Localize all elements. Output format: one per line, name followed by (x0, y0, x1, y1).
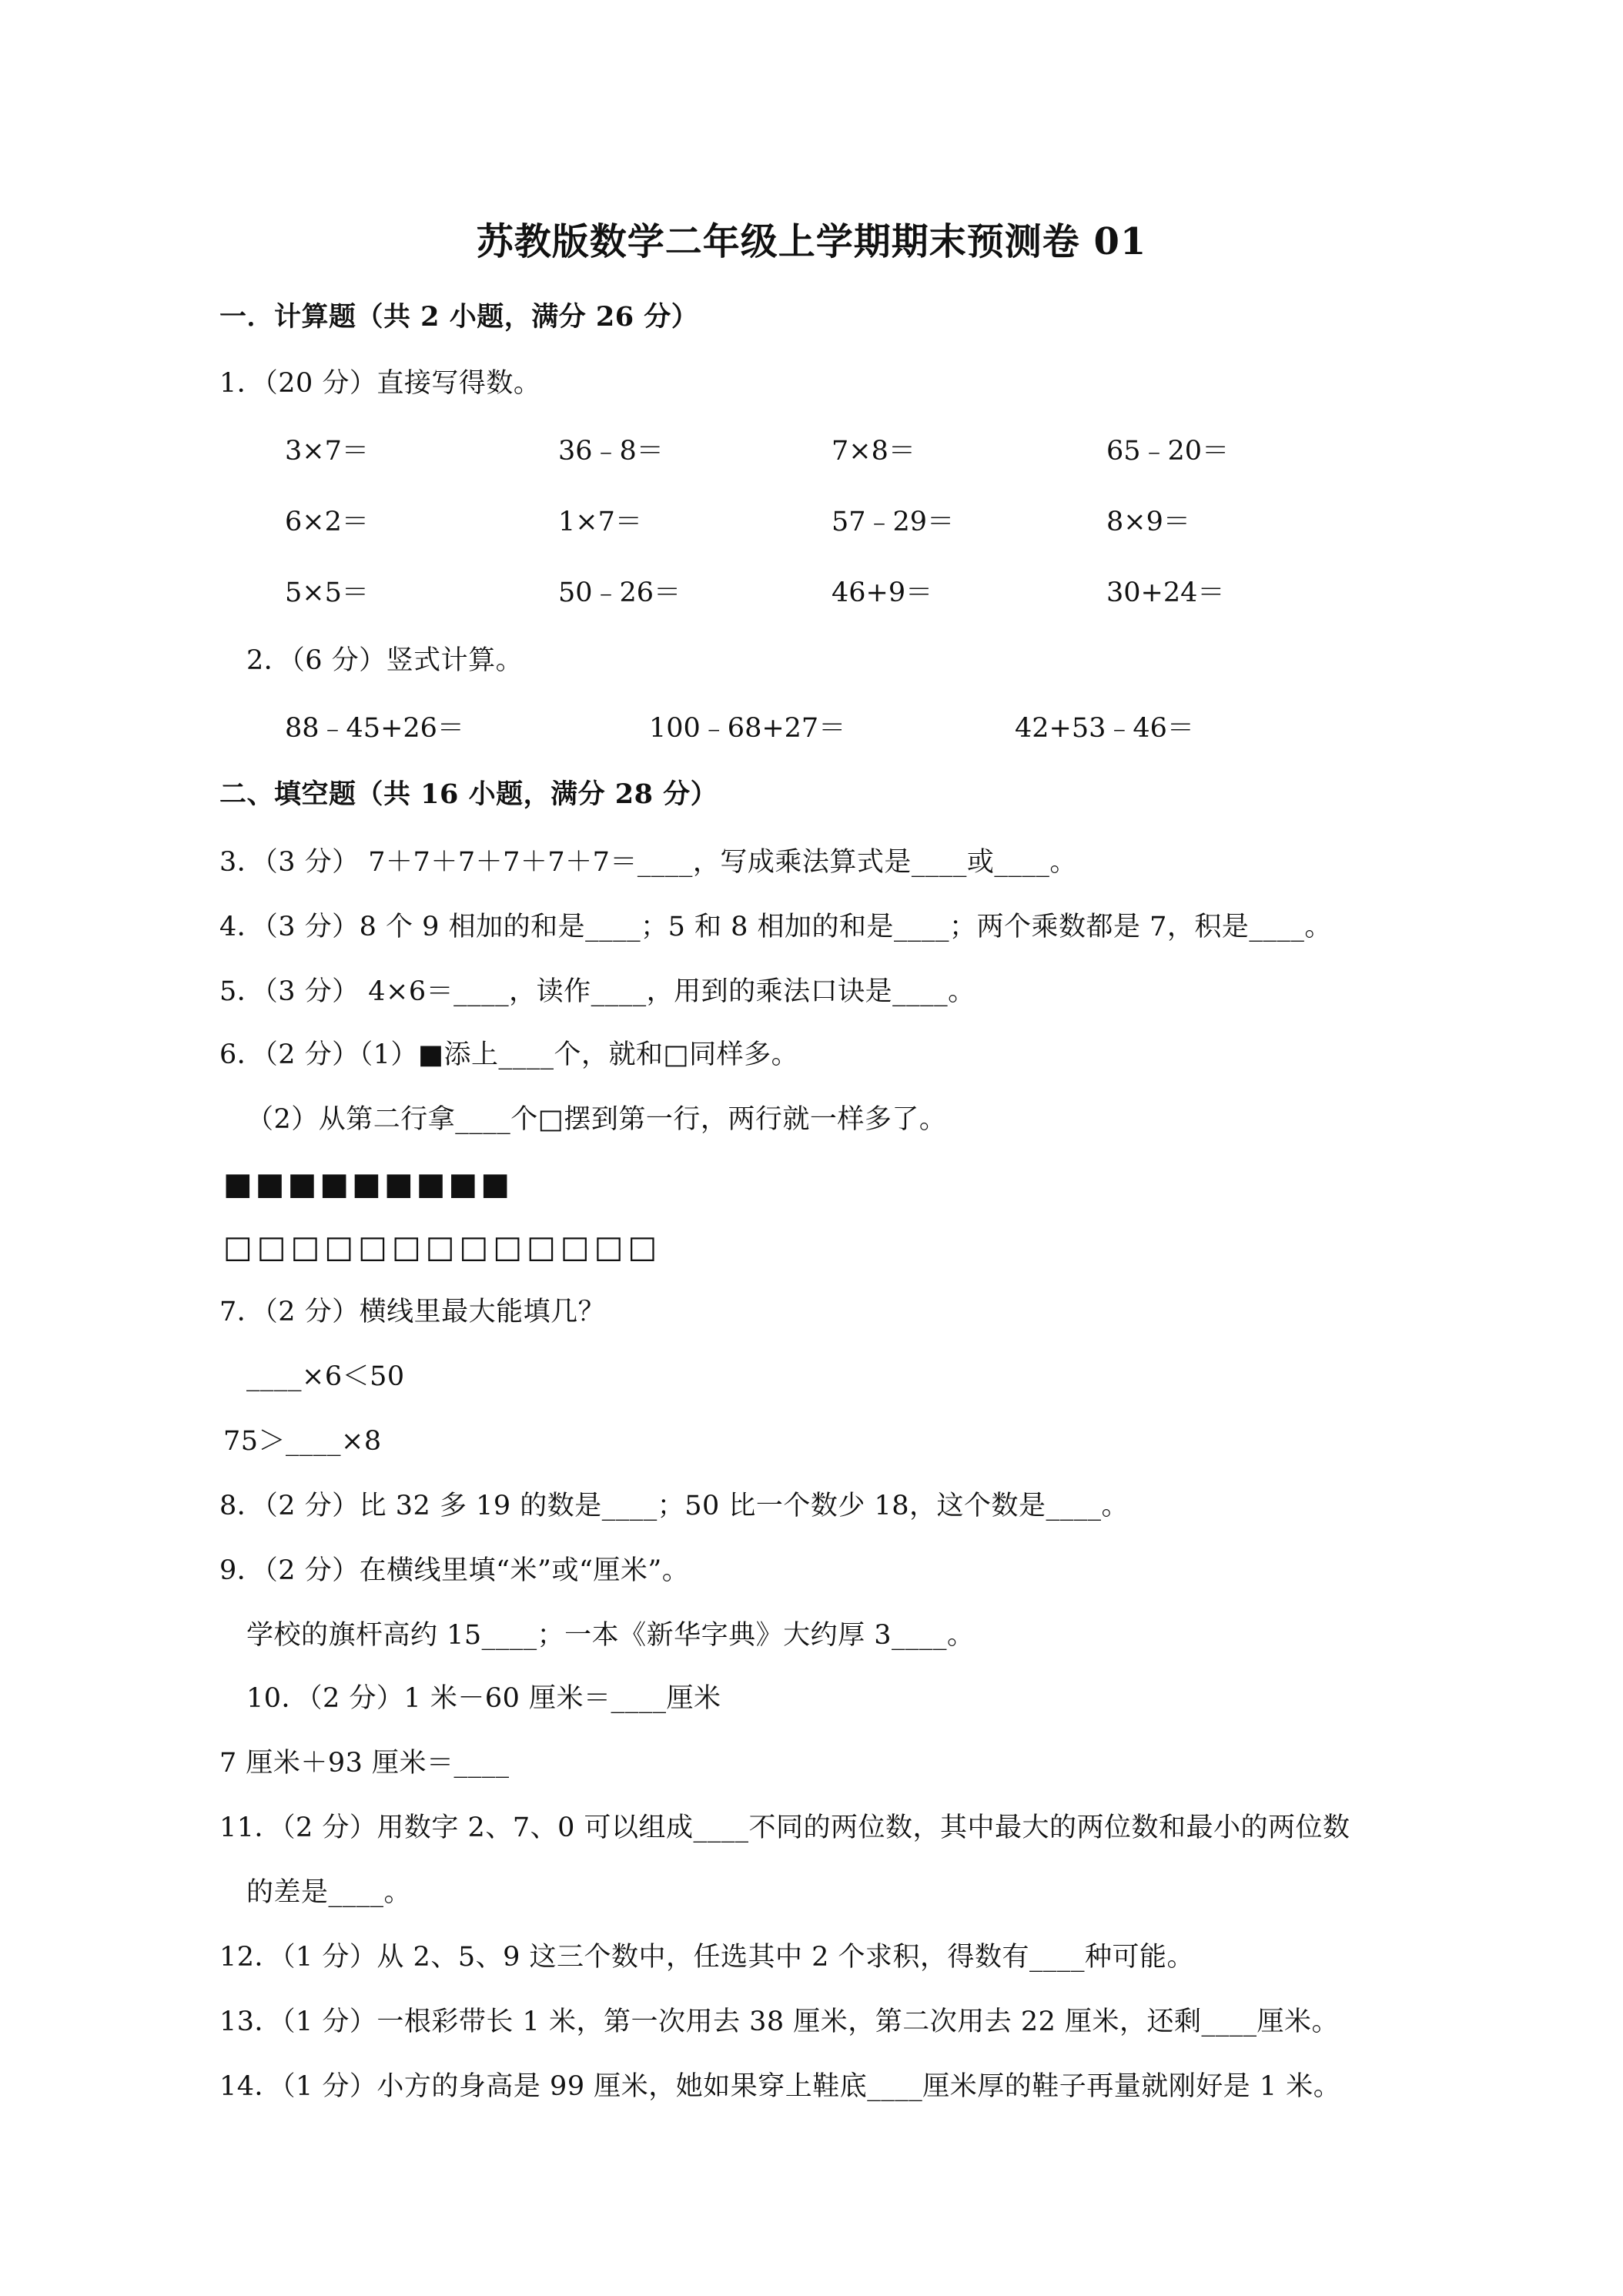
question-12: 12．（1 分）从 2、5、9 这三个数中，任选其中 2 个求积，得数有____种可能。 (219, 1942, 1195, 1973)
q1-item: 6×2＝ (285, 507, 369, 537)
question-6-line-1: 6．（2 分）（1）■添上____个，就和□同样多。 (219, 1039, 799, 1070)
question-3: 3．（3 分） 7＋7＋7＋7＋7＋7＝____，写成乘法算式是____或____。 (219, 847, 1077, 878)
q2-item: 88﹣45+26＝ (285, 713, 464, 744)
q1-item: 5×5＝ (285, 577, 369, 608)
q1-item: 65﹣20＝ (1106, 436, 1230, 467)
question-11-line-1: 11．（2 分）用数字 2、7、0 可以组成____不同的两位数，其中最大的两位数和最小的两位数 (219, 1812, 1350, 1843)
question-4: 4．（3 分）8 个 9 相加的和是____；5 和 8 相加的和是____；两个乘数都是 7，积是____。 (219, 912, 1332, 942)
question-13: 13．（1 分）一根彩带长 1 米，第一次用去 38 厘米，第二次用去 22 厘米，还剩____厘米。 (219, 2006, 1340, 2037)
question-2-prompt: 2．（6 分）竖式计算。 (246, 645, 524, 676)
section-heading-calculation: 一．计算题（共 2 小题，满分 26 分） (219, 301, 699, 333)
question-7-prompt: 7．（2 分）横线里最大能填几？ (219, 1297, 606, 1327)
question-5: 5．（3 分） 4×6＝____，读作____，用到的乘法口诀是____。 (219, 976, 975, 1007)
q2-item: 100﹣68+27＝ (649, 713, 846, 744)
filled-squares-row: ■■■■■■■■■ (223, 1166, 514, 1202)
question-10-line-2: 7 厘米＋93 厘米＝____ (219, 1748, 510, 1779)
question-11-line-2: 的差是____。 (246, 1877, 412, 1908)
question-7-line-2: 75＞____×8 (223, 1426, 382, 1457)
question-6-line-2: （2）从第二行拿____个□摆到第一行，两行就一样多了。 (246, 1104, 947, 1135)
q1-item: 57﹣29＝ (832, 507, 955, 537)
q1-item: 8×9＝ (1106, 507, 1190, 537)
q1-item: 7×8＝ (832, 436, 915, 467)
question-1-prompt: 1．（20 分）直接写得数。 (219, 368, 541, 399)
section-heading-fill-in: 二、填空题（共 16 小题，满分 28 分） (219, 778, 718, 810)
question-14: 14．（1 分）小方的身高是 99 厘米，她如果穿上鞋底____厘米厚的鞋子再量就刚好是 1 米。 (219, 2071, 1341, 2102)
question-9-prompt: 9．（2 分）在横线里填“米”或“厘米”。 (219, 1555, 690, 1586)
question-9-line: 学校的旗杆高约 15____；一本《新华字典》大约厚 3____。 (246, 1620, 975, 1651)
question-7-line-1: ____×6＜50 (246, 1361, 405, 1392)
question-10-line-1: 10．（2 分）1 米－60 厘米＝____厘米 (246, 1683, 721, 1714)
q1-item: 50﹣26＝ (558, 577, 681, 608)
q1-item: 46+9＝ (832, 577, 933, 608)
q1-item: 3×7＝ (285, 436, 369, 467)
q1-item: 1×7＝ (558, 507, 642, 537)
question-8: 8．（2 分）比 32 多 19 的数是____；50 比一个数少 18，这个数是____。 (219, 1491, 1129, 1521)
q1-item: 30+24＝ (1106, 577, 1225, 608)
q1-item: 36﹣8＝ (558, 436, 664, 467)
hollow-squares-row: □□□□□□□□□□□□□ (223, 1230, 662, 1265)
q2-item: 42+53﹣46＝ (1015, 713, 1194, 744)
page-title: 苏教版数学二年级上学期期末预测卷 01 (476, 220, 1147, 263)
